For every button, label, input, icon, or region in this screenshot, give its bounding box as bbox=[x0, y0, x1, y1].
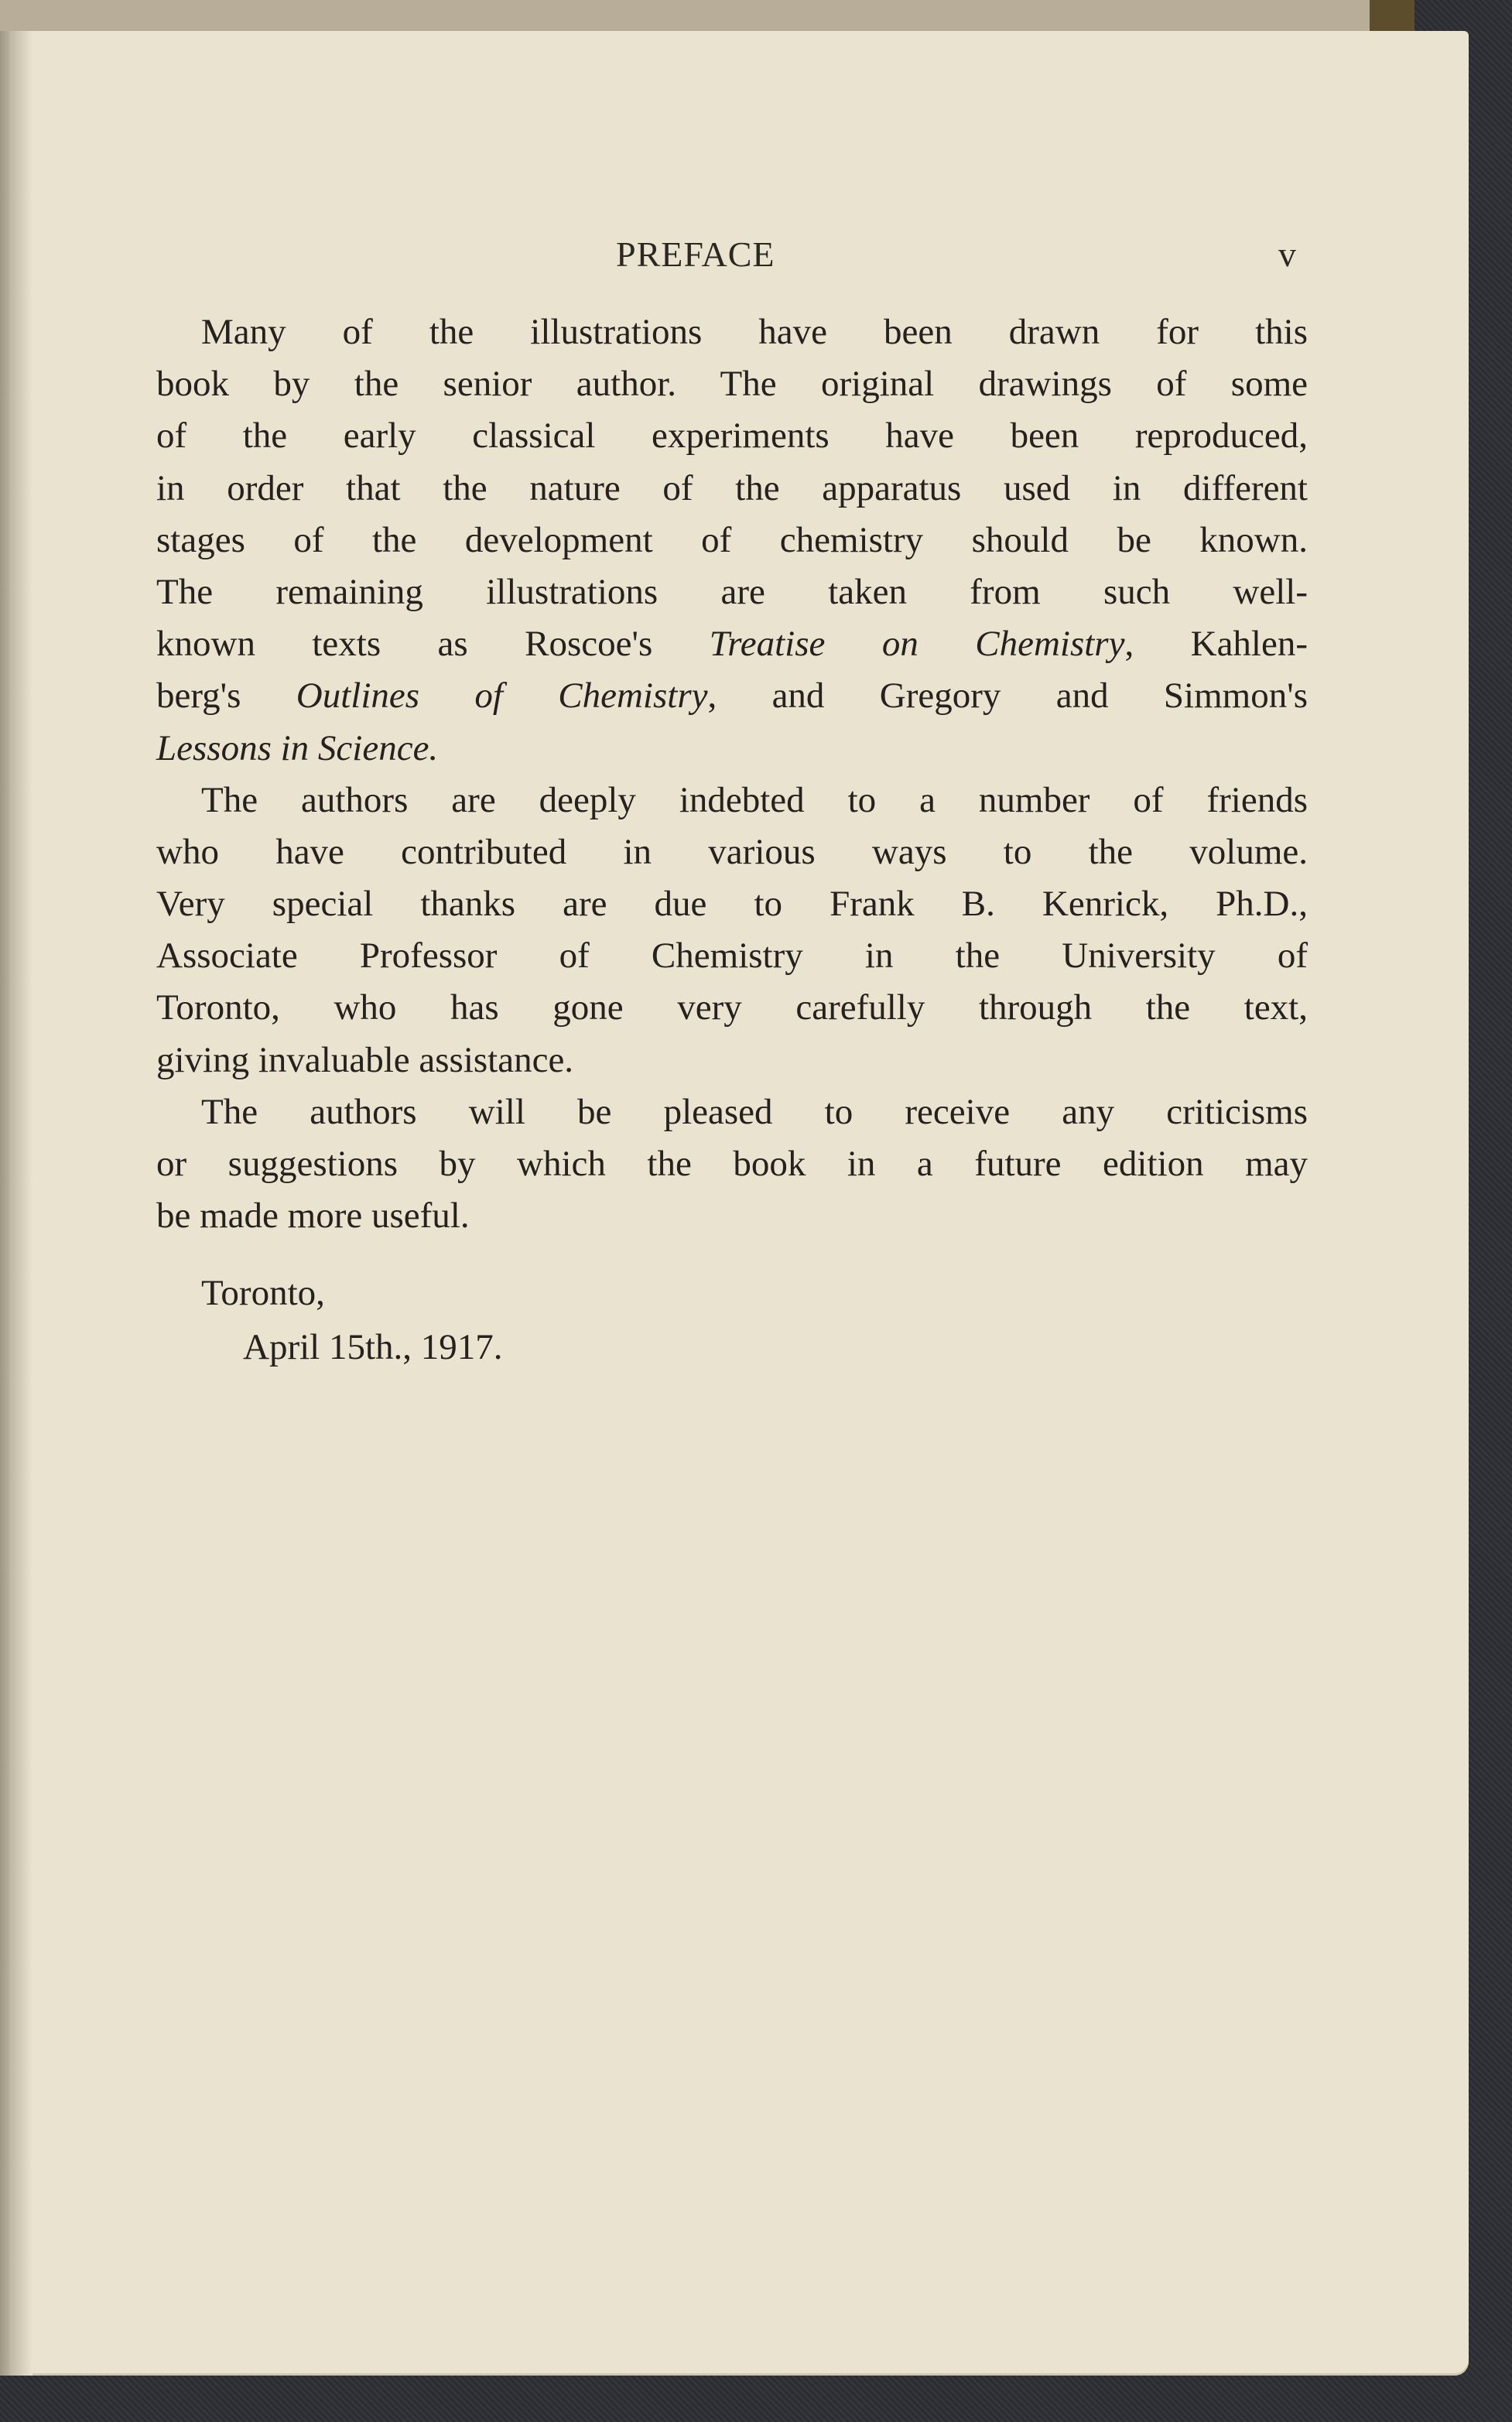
text-segment: Very special thanks are due to Frank B. Kenrick, Ph.D., bbox=[156, 884, 1308, 925]
book-page bbox=[9, 31, 1469, 2376]
text-segment: book by the senior author. The original drawings of some bbox=[156, 364, 1308, 405]
text-line bbox=[156, 1190, 1308, 1242]
text-line bbox=[156, 1035, 1308, 1086]
text-segment: in order that the nature of the apparatus used in different bbox=[156, 467, 1308, 508]
text-line bbox=[156, 878, 1308, 930]
text-line bbox=[156, 775, 1308, 826]
text-segment: of the early classical experiments have been reproduced, bbox=[156, 416, 1308, 457]
text-segment: , Kahlen- bbox=[1124, 624, 1308, 665]
text-line bbox=[156, 618, 1308, 670]
text-segment: stages of the development of chemistry should be known. bbox=[156, 519, 1308, 560]
text-segment: , and Gregory and Simmon's bbox=[707, 676, 1308, 717]
text-line bbox=[156, 1086, 1308, 1138]
italic-title: Lessons in Science. bbox=[156, 727, 439, 768]
text-segment: known texts as Roscoe's bbox=[156, 624, 710, 665]
italic-title: Treatise on Chemistry bbox=[709, 624, 1125, 665]
text-line bbox=[156, 1138, 1308, 1190]
text-line bbox=[156, 306, 1308, 358]
page-number: v bbox=[1278, 234, 1296, 274]
text-line bbox=[156, 358, 1308, 410]
page-gutter-shadow bbox=[9, 31, 32, 2376]
text-line bbox=[156, 410, 1308, 462]
text-line bbox=[156, 515, 1308, 566]
text-segment: Many of the illustrations have been drawn for this bbox=[201, 312, 1308, 352]
text-segment: or suggestions by which the book in a future edition may bbox=[156, 1144, 1308, 1184]
text-line bbox=[156, 723, 1308, 775]
text-segment: Toronto, who has gone very carefully through the text, bbox=[156, 987, 1308, 1028]
text-line bbox=[156, 826, 1308, 878]
text-segment: who have contributed in various ways to the volume. bbox=[156, 831, 1308, 872]
text-line bbox=[156, 566, 1308, 618]
text-segment: The authors are deeply indebted to a number of friends bbox=[201, 779, 1308, 820]
text-segment: The remaining illustrations are taken from such well- bbox=[156, 571, 1308, 612]
preface-body bbox=[156, 306, 1308, 1242]
signature-place: Toronto, bbox=[201, 1273, 325, 1313]
text-line bbox=[156, 463, 1308, 515]
text-segment: be made more useful. bbox=[156, 1196, 470, 1237]
text-line bbox=[156, 982, 1308, 1034]
text-segment: The authors will be pleased to receive any criticisms bbox=[201, 1091, 1308, 1132]
text-line bbox=[156, 670, 1308, 722]
italic-title: Outlines of Chemistry bbox=[296, 676, 708, 717]
underlying-page-edge bbox=[0, 0, 1370, 35]
running-title: PREFACE bbox=[616, 234, 775, 274]
text-line bbox=[156, 930, 1308, 982]
signature-date: April 15th., 1917. bbox=[243, 1327, 503, 1367]
text-segment: berg's bbox=[156, 676, 296, 717]
text-segment: Associate Professor of Chemistry in the University of bbox=[156, 936, 1308, 977]
text-segment: giving invaluable assistance. bbox=[156, 1039, 574, 1080]
cover-board-edge bbox=[1370, 0, 1415, 31]
running-header bbox=[9, 234, 1469, 280]
